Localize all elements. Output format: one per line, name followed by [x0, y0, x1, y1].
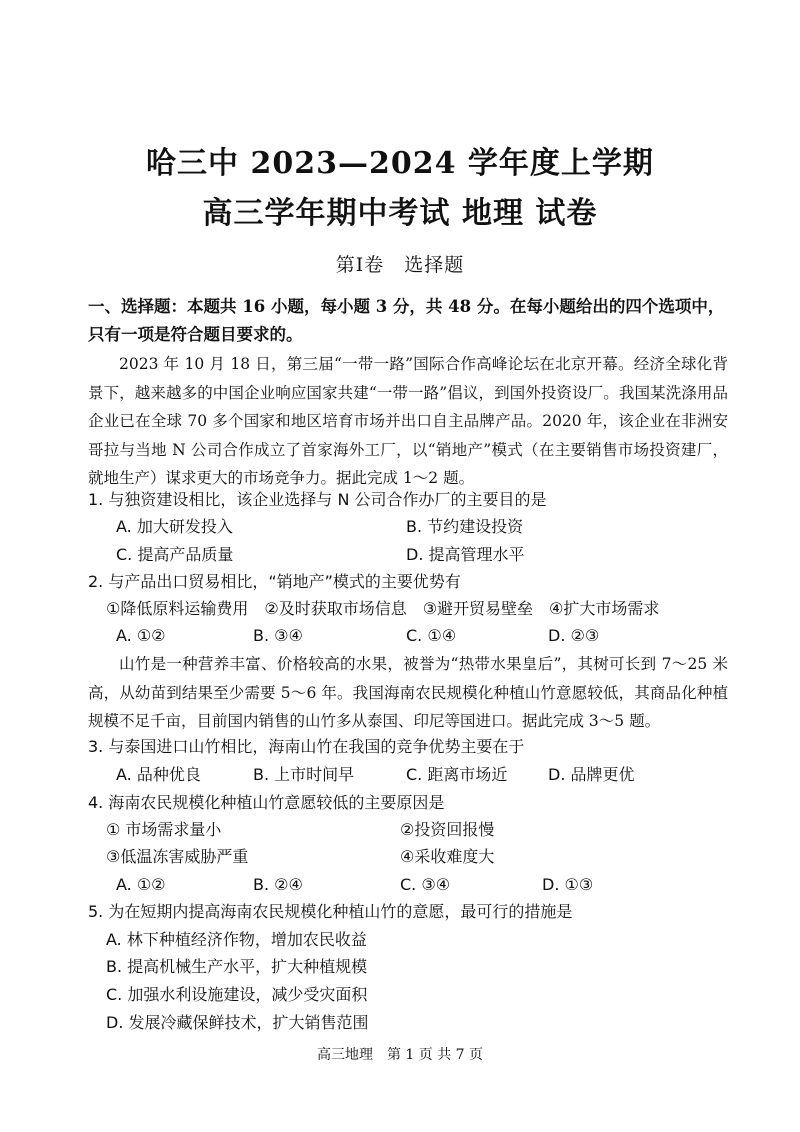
question-2-option-d: D. ②③ [548, 626, 600, 645]
question-4-option-c: C. ③④ [400, 875, 451, 894]
question-4-statement-3: ③低温冻害威胁严重 [106, 847, 249, 866]
question-3-option-d: D. 品牌更优 [548, 765, 635, 784]
instructions: 一、选择题：本题共 16 小题，每小题 3 分，共 48 分。在每小题给出的四个选项中，只有一项是符合题目要求的。 [88, 297, 725, 344]
question-4-option-d: D. ①③ [542, 875, 594, 894]
question-5-option-a: A. 林下种植经济作物，增加农民收益 [106, 930, 367, 949]
exam-title: 哈三中 2023—2024 学年度上学期 [146, 146, 654, 181]
question-3-stem: 3. 与泰国进口山竹相比，海南山竹在我国的竞争优势主要在于 [88, 737, 525, 756]
question-1-option-d: D. 提高管理水平 [406, 545, 525, 564]
page-footer: 高三地理 第 1 页 共 7 页 [316, 1047, 484, 1063]
question-2-statements: ①降低原料运输费用 ②及时获取市场信息 ③避开贸易壁垒 ④扩大市场需求 [106, 599, 660, 618]
question-4-statement-4: ④采收难度大 [400, 847, 495, 866]
question-2-option-a: A. ①② [116, 626, 166, 645]
question-1-stem: 1. 与独资建设相比，该企业选择与 N 公司合作办厂的主要目的是 [88, 490, 547, 509]
question-2-stem: 2. 与产品出口贸易相比，“销地产”模式的主要优势有 [88, 572, 461, 591]
question-5-option-b: B. 提高机械生产水平，扩大种植规模 [106, 957, 368, 976]
question-4-statement-1: ① 市场需求量小 [106, 820, 222, 839]
question-4-stem: 4. 海南农民规模化种植山竹意愿较低的主要原因是 [88, 793, 445, 812]
question-5-stem: 5. 为在短期内提高海南农民规模化种植山竹的意愿，最可行的措施是 [88, 902, 573, 921]
question-1-option-c: C. 提高产品质量 [116, 545, 234, 564]
section-heading: 第Ⅰ卷 选择题 [335, 254, 465, 276]
question-3-option-c: C. 距离市场近 [406, 765, 508, 784]
question-1-option-a: A. 加大研发投入 [116, 517, 233, 536]
question-3-option-a: A. 品种优良 [116, 765, 201, 784]
question-2-option-c: C. ①④ [406, 626, 457, 645]
exam-subtitle: 高三学年期中考试 地理 试卷 [202, 196, 598, 231]
question-1-option-b: B. 节约建设投资 [406, 517, 524, 536]
question-5-option-d: D. 发展冷藏保鲜技术，扩大销售范围 [106, 1013, 369, 1032]
passage-1: 2023 年 10 月 18 日，第三届“一带一路”国际合作高峰论坛在北京开幕。经济全球化背景下，越来越多的中国企业响应国家共建“一带一路”倡议，到国外投资设厂。我国某洗涤用品企业已在全球 70 多个国家和地区培育市场并出口自主品牌产品。2020 年，该企业在非洲安哥拉与当地 N 公司合作成立了首家海外工厂，以“销地产”模式（在主要销售市场投资建厂，就地生产）谋求更大的市场竞争力。据此完成 1～2 题。 [88, 355, 728, 487]
question-2-option-b: B. ③④ [253, 626, 303, 645]
passage-2: 山竹是一种营养丰富、价格较高的水果，被誉为“热带水果皇后”，其树可长到 7～25 米高，从幼苗到结果至少需要 5～6 年。我国海南农民规模化种植山竹意愿较低，其商品化种植规模不足千亩，目前国内销售的山竹多从泰国、印尼等国进口。据此完成 3～5 题。 [88, 655, 728, 730]
question-5-option-c: C. 加强水利设施建设，减少受灾面积 [106, 985, 368, 1004]
question-4-option-a: A. ①② [116, 875, 166, 894]
question-4-option-b: B. ②④ [253, 875, 303, 894]
question-3-option-b: B. 上市时间早 [253, 765, 355, 784]
question-4-statement-2: ②投资回报慢 [400, 820, 495, 839]
